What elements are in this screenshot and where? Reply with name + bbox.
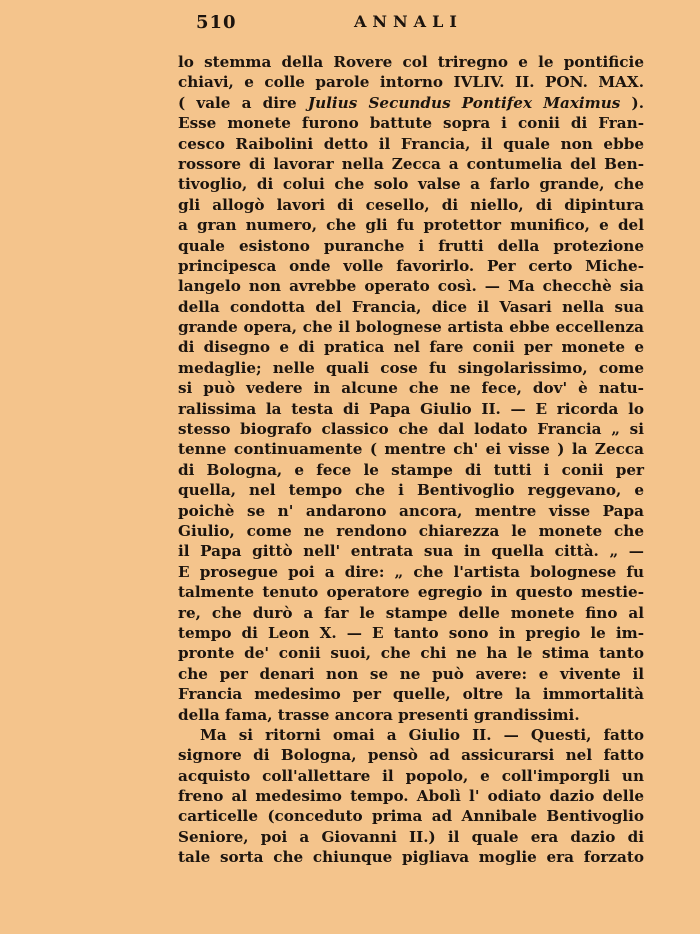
running-head: ANNALI — [354, 12, 463, 31]
text-line: tale sorta che chiunque pigliava moglie era forzato — [178, 848, 644, 867]
text-line: gli allogò lavori di cesello, di niello, di dipintura — [178, 195, 644, 214]
text-line: talmente tenuto operatore egregio in questo mestie- — [178, 583, 644, 602]
text-line: di disegno e di pratica nel fare conii per monete e — [178, 338, 644, 357]
text-line: che per denari non se ne può avere: e vivente il — [178, 664, 644, 683]
text-line: carticelle (conceduto prima ad Annibale Bentivoglio — [178, 807, 644, 826]
page-number: 510 — [196, 12, 237, 33]
latin-phrase: Julius Secundus Pontifex Maximus — [307, 93, 621, 112]
text-line: grande opera, che il bolognese artista ebbe eccellenza — [178, 318, 644, 337]
text-line: di Bologna, e fece le stampe di tutti i conii per — [178, 460, 644, 479]
text-line: Ma si ritorni omai a Giulio II. — Questi, fatto — [200, 725, 644, 744]
text-line: medaglie; nelle quali cose fu singolarissimo, come — [178, 358, 644, 377]
text-line: ( vale a dire Julius Secundus Pontifex Maximus ). — [178, 93, 644, 112]
text-line: cesco Raibolini detto il Francia, il quale non ebbe — [178, 134, 644, 153]
text-line: a gran numero, che gli fu protettor munifico, e del — [178, 216, 644, 235]
text-line: pronte de' conii suoi, che chi ne ha le stima tanto — [178, 644, 644, 663]
text-line: principesca onde volle favorirlo. Per certo Miche- — [178, 256, 644, 275]
text-line: E prosegue poi a dire: „ che l'artista bolognese fu — [178, 562, 644, 581]
text-line: lo stemma della Rovere col triregno e le pontificie — [178, 53, 644, 71]
text-line: Giulio, come ne rendono chiarezza le monete che — [178, 521, 644, 540]
text-line: poichè se n' andarono ancora, mentre visse Papa — [178, 501, 644, 520]
text-line: chiavi, e colle parole intorno IVLIV. II. PON. MAX. — [178, 73, 644, 92]
text-line: freno al medesimo tempo. Abolì l' odiato dazio delle — [178, 787, 644, 806]
text-line: langelo non avrebbe operato così. — Ma checchè sia — [178, 277, 644, 296]
text-line: si può vedere in alcune che ne fece, dov' è natu- — [178, 379, 644, 398]
text-line: ralissima la testa di Papa Giulio II. — E ricorda lo — [178, 399, 644, 418]
text-line: della fama, trasse ancora presenti grandissimi. — [178, 705, 580, 724]
text-line: signore di Bologna, pensò ad assicurarsi nel fatto — [178, 746, 644, 765]
text-line: quella, nel tempo che i Bentivoglio reggevano, e — [178, 481, 644, 500]
text-line: acquisto coll'allettare il popolo, e coll'imporgli un — [178, 766, 644, 785]
text-line: Esse monete furono battute sopra i conii di Fran- — [178, 114, 644, 133]
page-header — [196, 12, 646, 40]
body-text — [178, 52, 644, 868]
text-line: Seniore, poi a Giovanni II.) il quale era dazio di — [178, 827, 644, 846]
text-line: quale esistono puranche i frutti della protezione — [178, 236, 644, 255]
text-line: re, che durò a far le stampe delle monete fino al — [178, 603, 644, 622]
text-line: rossore di lavorar nella Zecca a contumelia del Ben- — [178, 154, 644, 173]
text-line: il Papa gittò nell' entrata sua in quella città. „ — — [178, 542, 644, 561]
text-line: stesso biografo classico che dal lodato Francia „ si — [178, 420, 644, 439]
text-line: tenne continuamente ( mentre ch' ei visse ) la Zecca — [178, 440, 644, 459]
text-line: tivoglio, di colui che solo valse a farlo grande, che — [178, 175, 644, 194]
text-line: della condotta del Francia, dice il Vasari nella sua — [178, 297, 644, 316]
text-line: tempo di Leon X. — E tanto sono in pregio le im- — [178, 623, 644, 642]
text-line: Francia medesimo per quelle, oltre la immortalità — [178, 685, 644, 704]
